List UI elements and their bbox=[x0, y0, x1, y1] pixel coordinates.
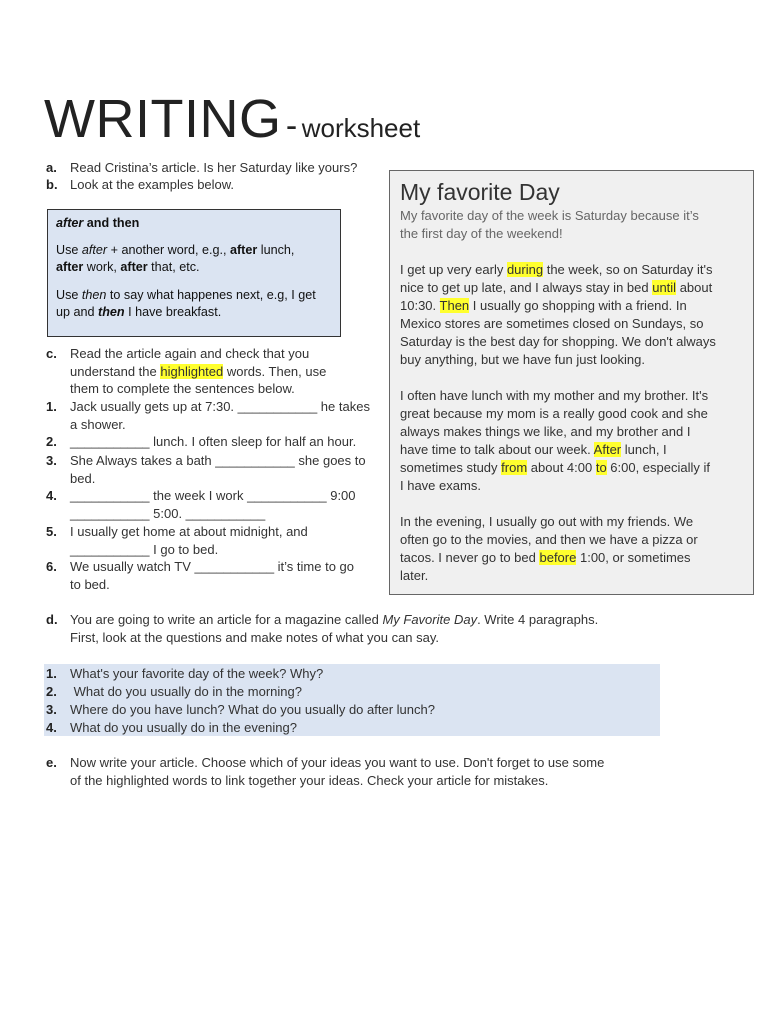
item-text: Read Cristina’s article. Is her Saturday like yours? bbox=[70, 160, 358, 175]
item-text: Read the article again and check that you understand the highlighted words. Then, use them to complete the sentences below. bbox=[70, 346, 327, 396]
highlighted-word: highlighted bbox=[160, 363, 224, 379]
title-dash: - bbox=[285, 107, 298, 145]
item-label: d. bbox=[46, 612, 58, 627]
title-main: WRITING bbox=[44, 89, 282, 149]
examples-after-rule: Use after + another word, e.g., after lunch, after work, after that, etc. bbox=[56, 242, 295, 274]
article-title: My favorite Day bbox=[400, 179, 560, 205]
item-text: Now write your article. Choose which of your ideas you want to use. Don't forget to use some of the highlighted words to link together your ideas. Check your article for mistakes. bbox=[70, 755, 605, 788]
article-box bbox=[389, 170, 754, 595]
item-label: b. bbox=[46, 177, 58, 192]
item-text: You are going to write an article for a magazine called My Favorite Day. Write 4 paragraphs. First, look at the questions and make notes of what you can say. bbox=[70, 612, 599, 645]
item-label: c. bbox=[46, 346, 57, 361]
examples-then-rule: Use then to say what happenes next, e.g, I get up and then I have breakfast. bbox=[56, 287, 316, 319]
title-sub: worksheet bbox=[301, 113, 421, 143]
examples-box bbox=[47, 209, 341, 337]
item-label: e. bbox=[46, 755, 57, 770]
article-paragraph-3: In the evening, I usually go out with my friends. We often go to the movies, and then we have a pizza or tacos. I never go to bed before 1:00, or sometimes later. bbox=[400, 514, 698, 583]
item-text: Look at the examples below. bbox=[70, 177, 235, 192]
article-paragraph-1: I get up very early during the week, so on Saturday it's nice to get up late, and I always stay in bed until about 10:30. Then I usually go shopping with a friend. In Mexico stores are sometimes closed on Sundays, so Saturday is the best day for shopping. We don't always buy anything, but we have fun just looking. bbox=[400, 262, 716, 367]
page-title bbox=[44, 89, 421, 149]
examples-heading: after and then bbox=[56, 216, 140, 230]
article-paragraph-2: I often have lunch with my mother and my brother. It's great because my mom is a really good cook and she always makes things we like, and my brother and I have time to talk about our week. After lunch, I sometimes study from about 4:00 to 6:00, especially if I have exams. bbox=[400, 388, 711, 493]
item-label: a. bbox=[46, 160, 57, 175]
article-subtitle: My favorite day of the week is Saturday because it’s the first day of the weekend! bbox=[400, 208, 699, 241]
instruction-c bbox=[46, 345, 386, 398]
